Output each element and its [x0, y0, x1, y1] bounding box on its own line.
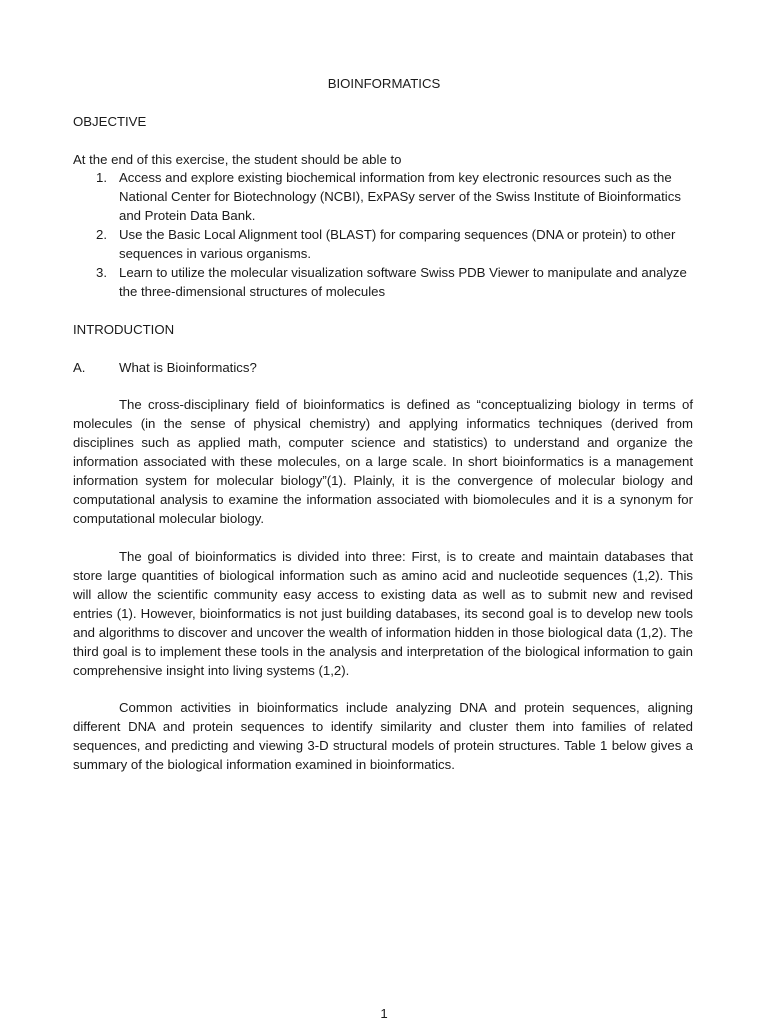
list-item	[73, 263, 693, 301]
list-item-number: 2.	[96, 227, 107, 242]
section-title: What is Bioinformatics?	[119, 360, 257, 375]
objective-intro: At the end of this exercise, the student should be able to	[73, 152, 402, 167]
list-item-number: 1.	[96, 170, 107, 185]
document-title: BIOINFORMATICS	[327, 76, 441, 91]
paragraph-definition: The cross-disciplinary field of bioinformatics is defined as “conceptualizing biology in terms of molecules (in the sense of physical chemistry) and applying informatics techniques (derived from disciplines such as applied math, computer science and statistics) to understand and organize the information associated with these molecules, on a large scale. In short bioinformatics is a management information system for molecular biology”(1). Plainly, it is the convergence of molecular biology and computational analysis to examine the information associated with biomolecules and it is a synonym for computational molecular biology.	[73, 397, 693, 526]
page-number: 1	[380, 1006, 388, 1021]
list-item	[73, 225, 693, 263]
objective-heading: OBJECTIVE	[73, 114, 147, 129]
paragraph-goals: The goal of bioinformatics is divided into three: First, is to create and maintain databases that store large quantities of biological information such as amino acid and nucleotide sequences (1,2). This will allow the scientific community easy access to existing data as well as to submit new and revised entries (1). However, bioinformatics is not just building databases, its second goal is to develop new tools and algorithms to discover and uncover the wealth of information hidden in those biological data (1,2). The third goal is to implement these tools in the analysis and interpretation of the biological information to gain comprehensive insight into living systems (1,2).	[73, 549, 693, 678]
list-item-text: Use the Basic Local Alignment tool (BLAST) for comparing sequences (DNA or protein) to other sequences in various organisms.	[119, 227, 676, 261]
paragraph-activities: Common activities in bioinformatics include analyzing DNA and protein sequences, aligning different DNA and protein sequences to identify similarity and cluster them into families of related sequences, and predicting and viewing 3-D structural models of protein structures. Table 1 below gives a summary of the biological information examined in bioinformatics.	[73, 700, 693, 772]
section-letter: A.	[73, 360, 86, 375]
list-item	[73, 168, 693, 225]
introduction-heading: INTRODUCTION	[73, 322, 175, 337]
list-item-text: Learn to utilize the molecular visualization software Swiss PDB Viewer to manipulate and analyze the three-dimensional structures of molecules	[119, 265, 687, 299]
list-item-text: Access and explore existing biochemical information from key electronic resources such as the National Center for Biotechnology (NCBI), ExPASy server of the Swiss Institute of Bioinformatics and Protein Data Bank.	[119, 170, 681, 223]
objectives-list	[73, 168, 693, 301]
list-item-number: 3.	[96, 265, 107, 280]
